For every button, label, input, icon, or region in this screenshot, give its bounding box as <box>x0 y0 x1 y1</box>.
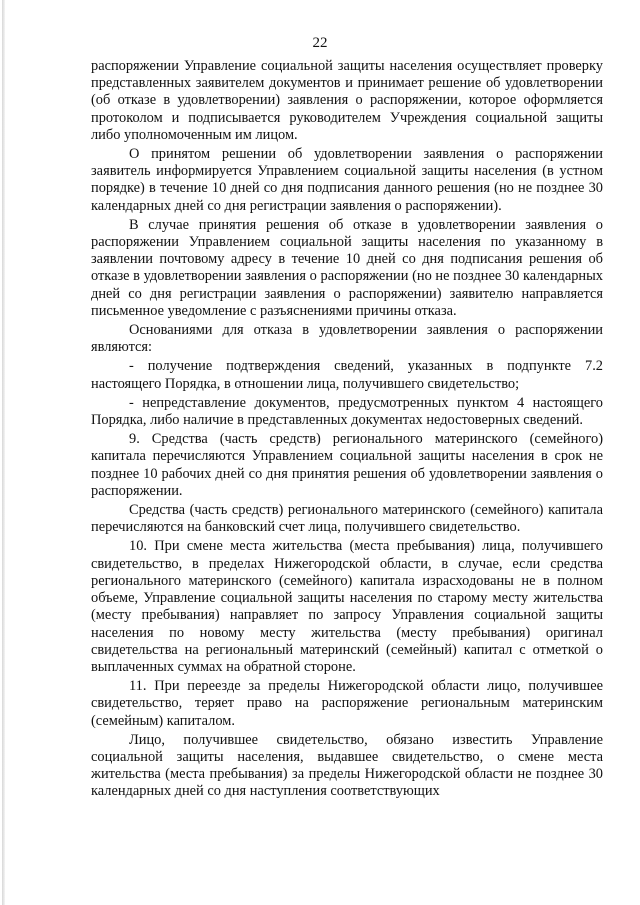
paragraph-clause-9: 9. Средства (часть средств) регионального материнского (семейного) капитала перечисляются Управлением социальной защиты населения в срок не позднее 10 рабочих дней со дня принятия решения об удовлетворении заявления о распоряжении. <box>91 431 603 499</box>
paragraph-clause-10: 10. При смене места жительства (места пребывания) лица, получившего свидетельство, в пределах Нижегородской области, в случае, если средства регионального материнского (семейного) капитала израсходованы не в полном объеме, Управление социальной защиты населения по старому месту жительства (месту пребывания) направляет по запросу Управления социальной защиты населения по новому месту жительства (месту пребывания) оригинал свидетельства на региональный материнский (семейный) капитал с отметкой о выплаченных суммах на обратной стороне. <box>91 538 603 675</box>
paragraph-obligation-notice: Лицо, получившее свидетельство, обязано известить Управление социальной защиты населения, выдавшее свидетельство, о смене места жительства (места пребывания) за пределы Нижегородской области не позднее 30 календарных дней со дня наступления соответствующих <box>91 731 603 800</box>
page-number: 22 <box>312 35 328 51</box>
paragraph-refusal-grounds: Основаниями для отказа в удовлетворении заявления о распоряжении являются: <box>91 322 603 356</box>
paragraph-clause-11: 11. При переезде за пределы Нижегородской области лицо, получившее свидетельство, теряет право на распоряжение региональным материнским (семейным) капиталом. <box>91 678 603 729</box>
list-item-ground-1: - получение подтверждения сведений, указанных в подпункте 7.2 настоящего Порядка, в отношении лица, получившего свидетельство; <box>91 358 603 392</box>
paragraph-bank-transfer: Средства (часть средств) регионального материнского (семейного) капитала перечисляются на банковский счет лица, получившего свидетельство. <box>91 502 603 536</box>
paragraph-continuation: распоряжении Управление социальной защиты населения осуществляет проверку представленных заявителем документов и принимает решение об удовлетворении (об отказе в удовлетворении) заявления о распоряжении, которое оформляется протоколом и подписывается руководителем Учреждения социальной защиты либо уполномоченным им лицом. <box>91 58 603 143</box>
paragraph-approval-notice: О принятом решении об удовлетворении заявления о распоряжении заявитель информируется Управлением социальной защиты населения (в устном порядке) в течение 10 дней со дня подписания данного решения (но не позднее 30 календарных дней со дня регистрации заявления о распоряжении). <box>91 146 603 214</box>
paragraph-refusal-notice: В случае принятия решения об отказе в удовлетворении заявления о распоряжении Управлением социальной защиты населения по указанному в заявлении почтовому адресу в течение 10 дней со дня подписания решения об отказе в удовлетворении заявления о распоряжении (но не позднее 30 календарных дней со дня регистрации заявления о распоряжении) заявителю направляется письменное уведомление с разъяснениями причины отказа. <box>91 216 603 319</box>
document-text-body <box>91 58 603 803</box>
list-item-ground-2: - непредставление документов, предусмотренных пунктом 4 настоящего Порядка, либо наличие в представленных документах недостоверных сведений. <box>91 394 603 429</box>
scan-left-edge <box>2 0 5 905</box>
